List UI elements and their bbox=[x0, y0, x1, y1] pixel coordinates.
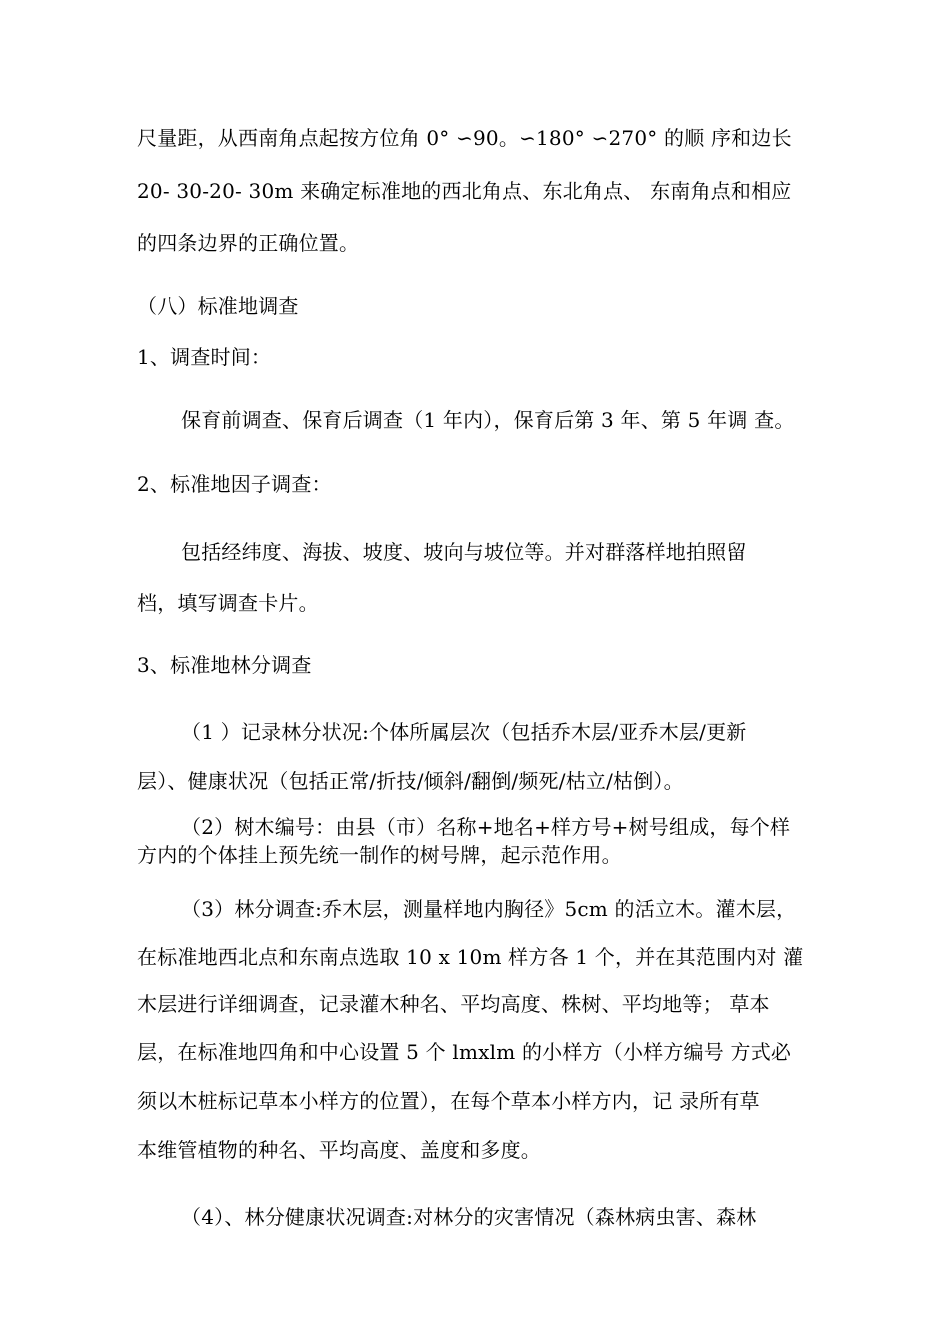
paragraph-line: 在标准地西北点和东南点选取 10 x 10m 样方各 1 个，并在其范围内对 灌 bbox=[137, 945, 804, 969]
paragraph-line: （3）林分调查:乔木层，测量样地内胸径》5cm 的活立木。灌木层， bbox=[181, 897, 797, 921]
subsection-heading-1: 1、调查时间： bbox=[137, 345, 272, 369]
paragraph-line: （2）树木编号：由县（市）名称+地名+样方号+树号组成，每个样 bbox=[181, 815, 791, 839]
subsection-heading-2: 2、标准地因子调查： bbox=[137, 472, 332, 496]
paragraph-line: （1 ）记录林分状况:个体所属层次（包括乔木层/亚乔木层/更新 bbox=[181, 720, 747, 744]
paragraph-line: 本维管植物的种名、平均高度、盖度和多度。 bbox=[137, 1138, 541, 1162]
paragraph-line: 20- 30-20- 30m 来确定标准地的西北角点、东北角点、 东南角点和相应 bbox=[137, 179, 792, 203]
paragraph-line: 方内的个体挂上预先统一制作的树号牌，起示范作用。 bbox=[137, 843, 622, 867]
paragraph-line: 保育前调查、保育后调查（1 年内），保育后第 3 年、第 5 年调 查。 bbox=[181, 408, 795, 432]
section-heading-8: （八）标准地调查 bbox=[137, 294, 299, 318]
paragraph-line: 层，在标准地四角和中心设置 5 个 lmxlm 的小样方（小样方编号 方式必 bbox=[137, 1040, 792, 1064]
paragraph-line: （4）、林分健康状况调查:对林分的灾害情况（森林病虫害、森林 bbox=[181, 1205, 757, 1229]
paragraph-line: 的四条边界的正确位置。 bbox=[137, 231, 360, 255]
paragraph-line: 档，填写调查卡片。 bbox=[137, 591, 319, 615]
subsection-heading-3: 3、标准地林分调查 bbox=[137, 653, 312, 677]
paragraph-line: 尺量距，从西南角点起按方位角 0° ∽90。∽180° ∽270° 的顺 序和边长 bbox=[137, 126, 792, 150]
paragraph-line: 层）、健康状况（包括正常/折技/倾斜/翻倒/频死/枯立/枯倒）。 bbox=[137, 769, 684, 793]
paragraph-line: 须以木桩标记草本小样方的位置），在每个草本小样方内，记 录所有草 bbox=[137, 1089, 760, 1113]
paragraph-line: 木层进行详细调查，记录灌木种名、平均高度、株树、平均地等； 草本 bbox=[137, 992, 770, 1016]
paragraph-line: 包括经纬度、海拔、坡度、坡向与坡位等。并对群落样地拍照留 bbox=[181, 540, 747, 564]
